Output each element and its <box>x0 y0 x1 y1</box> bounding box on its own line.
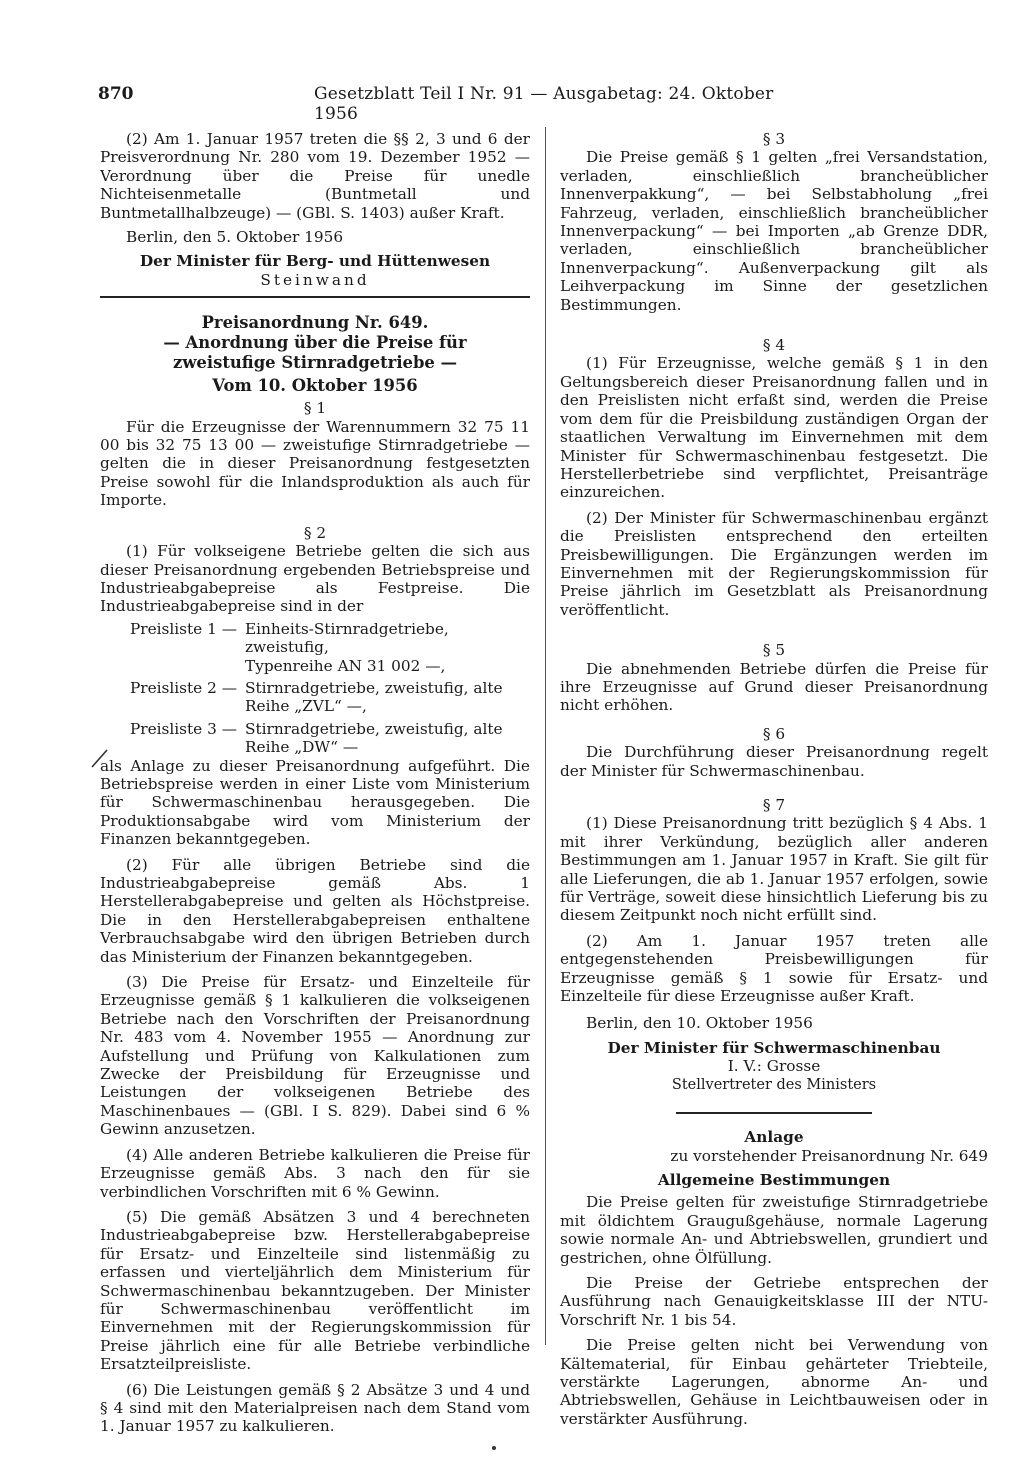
signer-title: Der Minister für Schwermaschinenbau <box>607 1038 941 1057</box>
section-4-paragraph-1: (1) Für Erzeugnisse, welche gemäß § 1 in den Geltungsbereich dieser Preisanordnung fallen und in den Preislisten nicht erfaßt sind, werden die Preise vom dem für die Preisbildung zuständigen Organ der staatlichen Verwaltung im Einvernehmen mit dem Minister für Schwermaschinenbau festgesetzt. Die Herstellerbetriebe sind verpflichtet, Preisanträge einzureichen. <box>560 354 988 502</box>
price-list-label: Preisliste 1 — <box>130 619 237 638</box>
section-2-paragraph-3: (3) Die Preise für Ersatz- und Einzelteile für Erzeugnisse gemäß § 1 kalkulieren die volkseigenen Betriebe nach den Vorschriften der Preisanordnung Nr. 483 vom 4. November 1955 — Anordnung zur Aufstellung und Prüfung von Kalkulationen zum Zwecke der Preisbildung für Erzeugnisse und Leistungen der volkseigenen Betriebe des Maschinenbaues — (GBl. I S. 829). Dabei sind 6 % Gewinn anzusetzen. <box>100 973 530 1139</box>
column-divider <box>545 127 546 1345</box>
decree-title: Preisanordnung Nr. 649. <box>201 313 429 333</box>
section-5-text: Die abnehmenden Betriebe dürfen die Preise für ihre Erzeugnisse auf Grund dieser Preisanordnung nicht erhöhen. <box>560 659 988 715</box>
previous-decree-paragraph: (2) Am 1. Januar 1957 treten die §§ 2, 3 und 6 der Preisverordnung Nr. 280 vom 19. Dezember 1952 — Verordnung über die Preise für unedle Nichteisenmetalle (Buntmetall und Buntmetallhalbzeuge) — (GBl. S. 1403) außer Kraft. <box>100 130 530 222</box>
previous-place-date: Berlin, den 5. Oktober 1956 <box>126 228 344 247</box>
signer-name: I. V.: Grosse <box>727 1057 821 1076</box>
section-heading-5: § 5 <box>762 641 786 660</box>
general-provision-1: Die Preise gelten für zweistufige Stirnradgetriebe mit öldichtem Graugußgehäuse, normale Lagerung sowie normale An- und Abtriebswellen, grundiert und gestrichen, ohne Ölfüllung. <box>560 1193 988 1267</box>
section-6-text: Die Durchführung dieser Preisanordnung regelt der Minister für Schwermaschinenbau. <box>560 743 988 780</box>
section-2-paragraph-1: (1) Für volkseigene Betriebe gelten die sich aus dieser Preisanordnung ergebenden Betriebspreise und Industrieabgabepreise als Festpreise. Die Industrieabgabepreise sind in der <box>100 542 530 616</box>
price-list-enumeration <box>100 620 530 757</box>
price-list-description: Reihe „DW“ — <box>245 738 359 757</box>
price-list-description: Einheits-Stirnradgetriebe, zweistufig, <box>245 619 449 657</box>
section-2-paragraph-1-continued: als Anlage zu dieser Preisanordnung aufgeführt. Die Betriebspreise werden in einer Liste vom Ministerium für Schwermaschinenbau herausgegeben. Die Produktionsabgabe wird vom Ministerium der Finanzen bekanntgegeben. <box>100 756 530 849</box>
section-heading-1: § 1 <box>303 399 327 418</box>
section-separator <box>100 296 530 298</box>
section-4-paragraph-2: (2) Der Minister für Schwermaschinenbau ergänzt die Preislisten entsprechend den erteilten Preisbewilligungen. Die Ergänzungen werden im Einvernehmen mit der Regierungskommission für Preise jährlich im Gesetzblatt als Preisanordnung veröffentlicht. <box>560 508 988 619</box>
general-provisions-heading: Allgemeine Bestimmungen <box>657 1170 891 1189</box>
previous-signer-name: Steinwand <box>260 270 370 289</box>
price-list-description: Stirnradgetriebe, zweistufig, alte <box>245 678 503 697</box>
annex-separator <box>676 1112 872 1114</box>
decree-date: Vom 10. Oktober 1956 <box>212 376 418 396</box>
section-7-paragraph-1: (1) Diese Preisanordnung tritt bezüglich § 4 Abs. 1 mit ihrer Verkündung, bezüglich aller anderen Bestimmungen am 1. Januar 1957 in Kraft. Sie gilt für alle Lieferungen, die ab 1. Januar 1957 erfolgen, sowie für Verträge, soweit diese hinsichtlich Lieferung bis zu diesem Zeitpunkt noch nicht erfüllt sind. <box>560 814 988 925</box>
price-list-label: Preisliste 2 — <box>130 678 237 697</box>
section-2-paragraph-2: (2) Für alle übrigen Betriebe sind die Industrieabgabepreise gemäß Abs. 1 Herstellerabgabepreise und gelten als Höchstpreise. Die in den Herstellerabgabepreisen enthaltene Verbrauchsabgabe wird den übrigen Betrieben durch das Ministerium der Finanzen bekanntgegeben. <box>100 855 530 966</box>
section-2-paragraph-5: (5) Die gemäß Absätzen 3 und 4 berechneten Industrieabgabepreise bzw. Herstellerabgabepreise für Ersatz- und Einzelteile sind listenmäßig zu erfassen und vierteljährlich dem Ministerium für Schwermaschinenbau bekanntzugeben. Der Minister für Schwermaschinenbau veröffentlicht im Einvernehmen mit der Regierungskommission für Preise jährlich eine für alle Betriebe verbindliche Ersatzteilpreisliste. <box>100 1207 530 1374</box>
section-heading-3: § 3 <box>762 130 786 148</box>
page-number: 870 <box>98 84 134 104</box>
annex-title: Anlage <box>744 1128 804 1147</box>
section-heading-2: § 2 <box>303 523 327 542</box>
section-heading-7: § 7 <box>762 796 786 814</box>
price-list-description: Stirnradgetriebe, zweistufig, alte <box>245 719 503 738</box>
running-head: Gesetzblatt Teil I Nr. 91 — Ausgabetag: 24. Oktober 1956 <box>314 84 774 124</box>
general-provision-3: Die Preise gelten nicht bei Verwendung von Kältematerial, für Einbau gehärteter Triebteile, verstärkte Lagerungen, abnorme An- und Abtriebswellen, Gehäuse in Leichtbauweisen oder in verstärkter Ausführung. <box>560 1336 988 1428</box>
left-column <box>100 130 530 1436</box>
section-1-text: Für die Erzeugnisse der Warennummern 32 75 11 00 bis 32 75 13 00 — zweistufige Stirnradgetriebe — gelten die in dieser Preisanordnung festgesetzten Preise sowohl für die Inlandsproduktion als auch für Importe. <box>100 417 530 510</box>
price-list-item <box>100 679 530 716</box>
decree-subtitle: — Anordnung über die Preise für zweistufige Stirnradgetriebe — <box>163 333 467 373</box>
price-list-label: Preisliste 3 — <box>130 719 237 738</box>
print-speck <box>492 1446 496 1450</box>
section-2-paragraph-4: (4) Alle anderen Betriebe kalkulieren die Preise für Erzeugnisse gemäß Abs. 3 nach den für sie verbindlichen Vorschriften mit 6 % Gewinn. <box>100 1145 530 1201</box>
section-2-paragraph-6: (6) Die Leistungen gemäß § 2 Absätze 3 und 4 und § 4 sind mit den Materialpreisen nach dem Stand vom 1. Januar 1957 zu kalkulieren. <box>100 1380 530 1436</box>
section-heading-6: § 6 <box>762 724 786 743</box>
price-list-item <box>100 720 530 757</box>
annex-subtitle: zu vorstehender Preisanordnung Nr. 649 <box>670 1146 988 1165</box>
price-list-description: Reihe „ZVL“ —, <box>245 697 367 716</box>
page-header <box>98 84 798 124</box>
price-list-description: Typenreihe AN 31 002 —, <box>245 656 446 675</box>
place-date: Berlin, den 10. Oktober 1956 <box>586 1014 813 1033</box>
section-heading-4: § 4 <box>762 336 786 355</box>
right-column <box>560 130 988 1428</box>
section-7-paragraph-2: (2) Am 1. Januar 1957 treten alle entgegenstehenden Preisbewilligungen für Erzeugnisse gemäß § 1 sowie für Ersatz- und Einzelteile für diese Erzeugnisse außer Kraft. <box>560 931 988 1006</box>
price-list-item <box>100 620 530 675</box>
signer-role: Stellvertreter des Ministers <box>671 1076 877 1093</box>
general-provision-2: Die Preise der Getriebe entsprechen der Ausführung nach Genauigkeitsklasse III der NTU-Vorschrift Nr. 1 bis 54. <box>560 1273 988 1329</box>
previous-signer-title: Der Minister für Berg- und Hüttenwesen <box>139 252 491 271</box>
section-3-text: Die Preise gemäß § 1 gelten „frei Versandstation, verladen, einschließlich brancheüblicher Innenverpakkung“, — bei Selbstabholung „frei Fahrzeug, verladen, einschließlich brancheüblicher Innenverpackung“ — bei Importen „ab Grenze DDR, verladen, einschließlich brancheüblicher Innenverpackung“. Außenverpackung gilt als Leihverpackung im Sinne der gesetzlichen Bestimmungen. <box>560 148 988 314</box>
